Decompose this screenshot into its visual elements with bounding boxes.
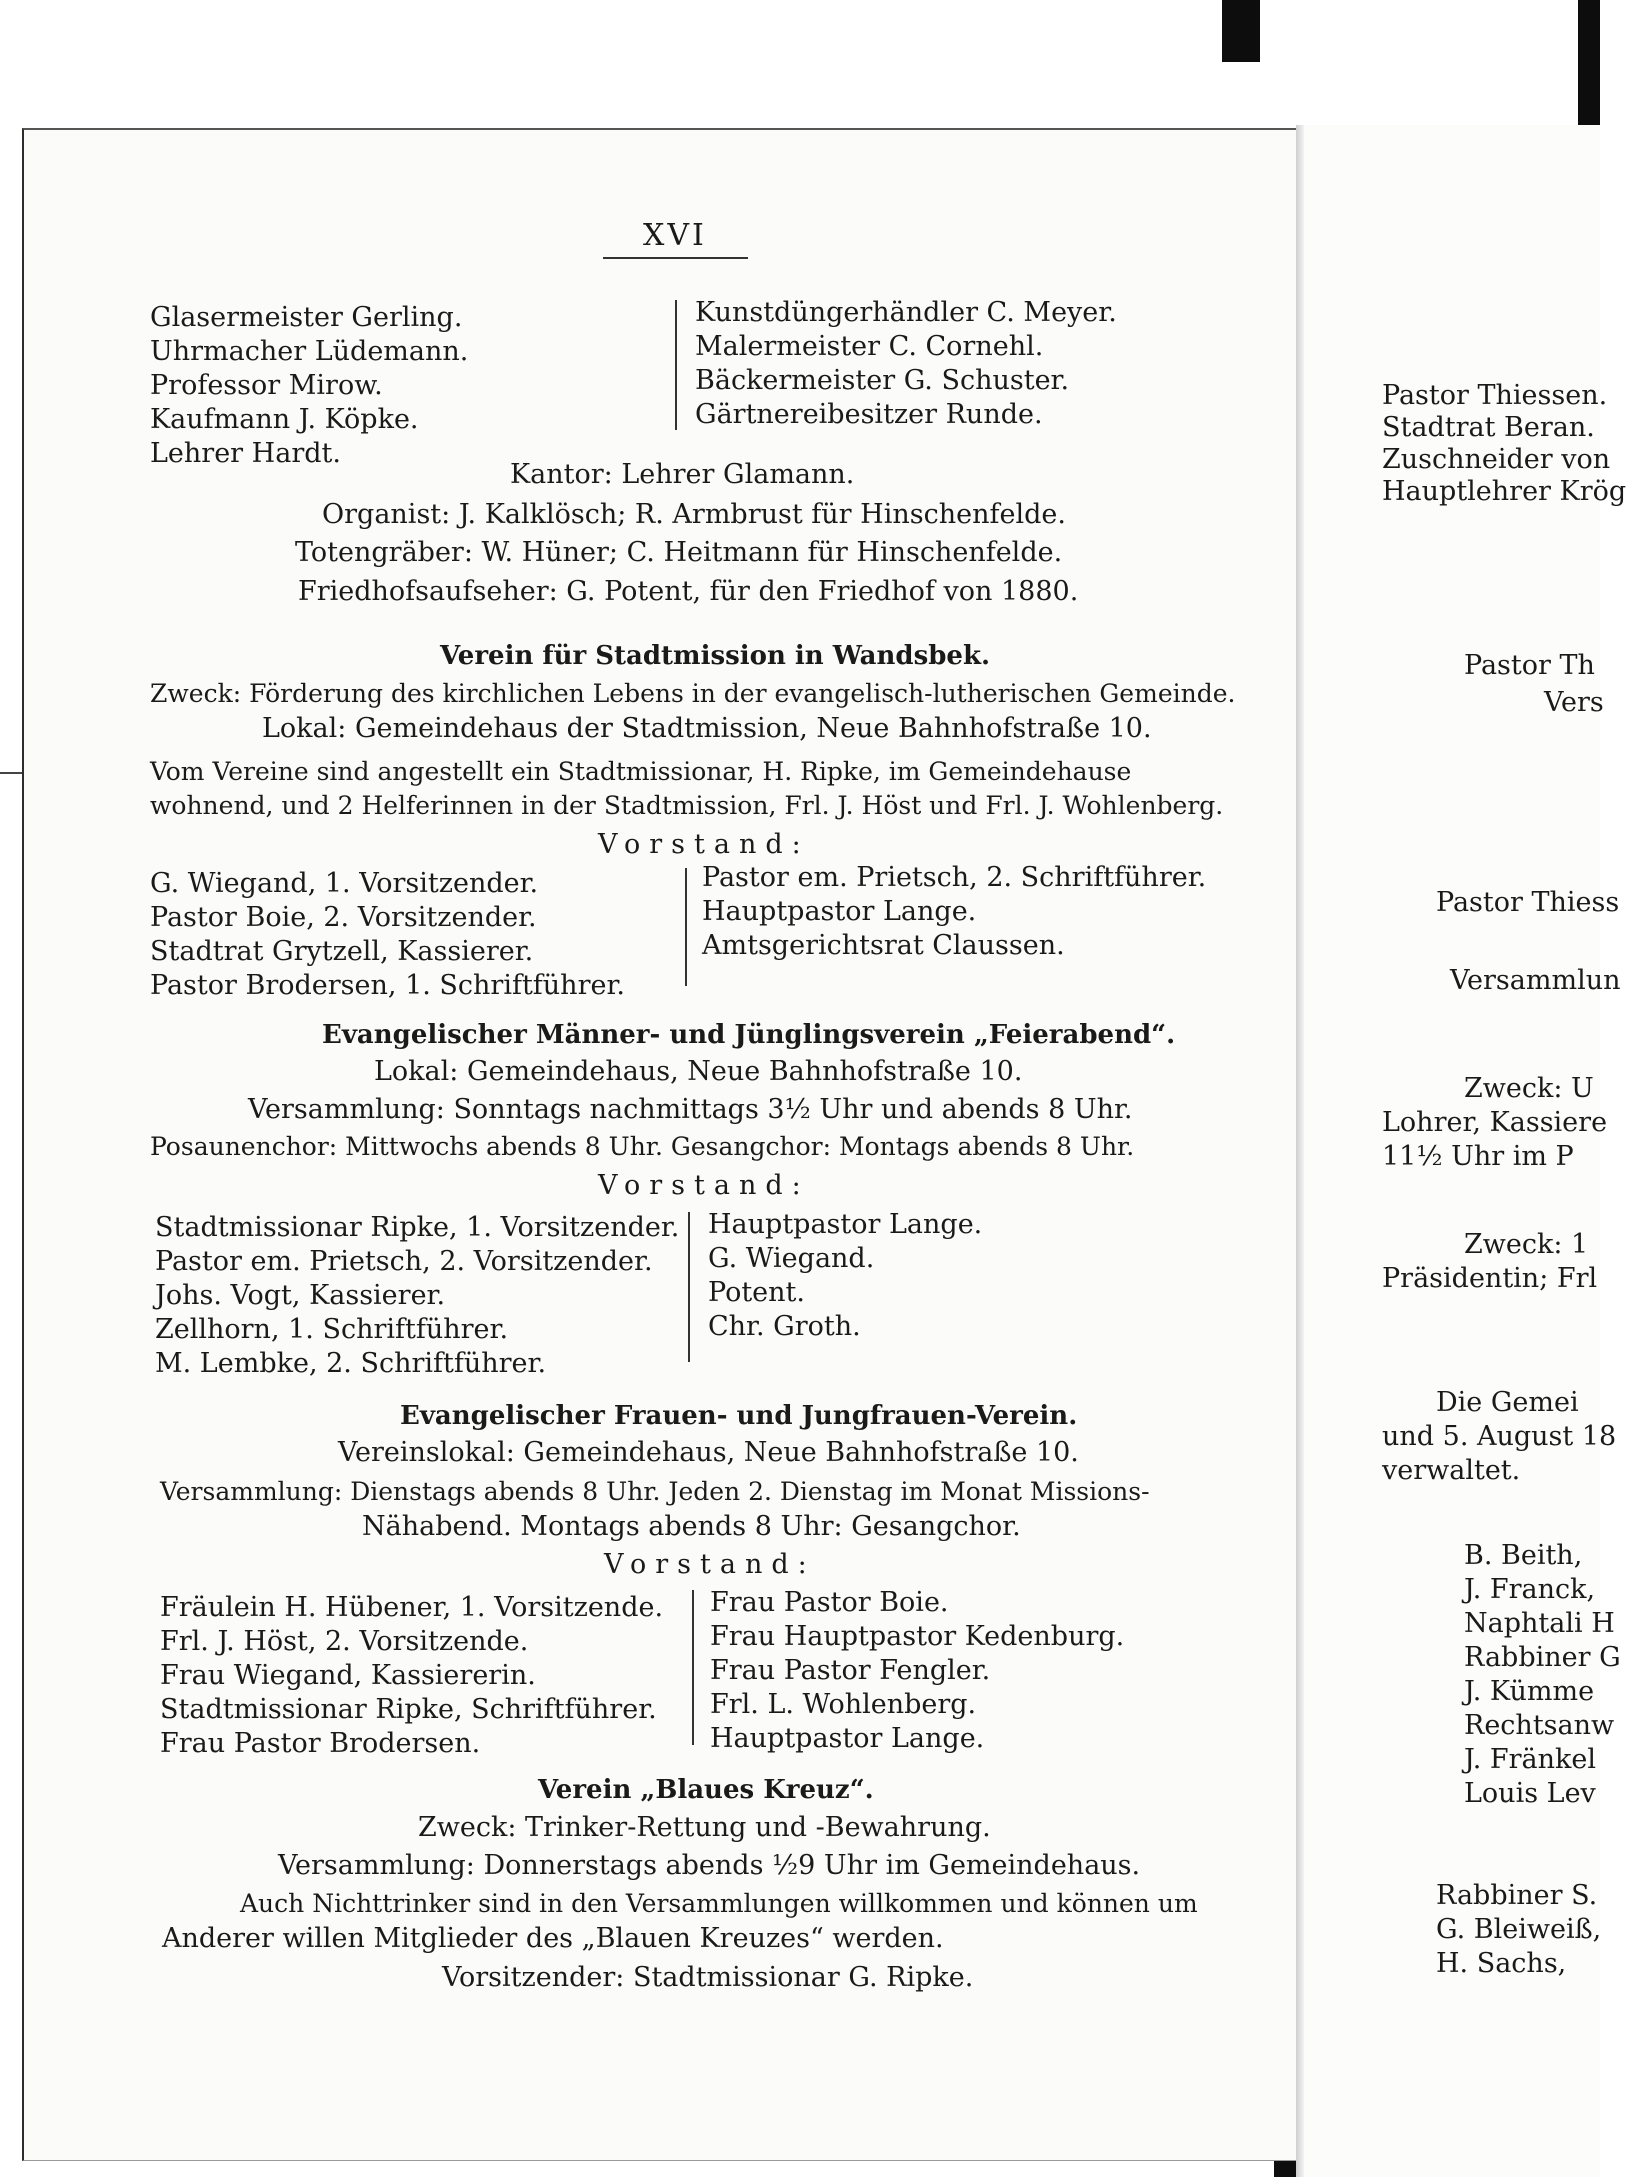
next-page-line: Pastor Th (1464, 650, 1595, 681)
member-right: Gärtnereibesitzer Runde. (695, 399, 1043, 430)
next-page-line: verwaltet. (1382, 1455, 1521, 1486)
blaues-kreuz-versammlung: Versammlung: Donnerstags abends ½9 Uhr im Gemeindehaus. (278, 1850, 1141, 1881)
vorstand-right: Potent. (708, 1277, 805, 1308)
section-title-maennerverein: Evangelischer Männer- und Jünglingsverein „Feierabend“. (322, 1020, 1176, 1050)
next-page-line: Louis Lev (1464, 1778, 1596, 1809)
page-number-rule (603, 257, 748, 259)
vorstand-label: Vorstand: (598, 1170, 810, 1201)
next-page-line: H. Sachs, (1436, 1948, 1567, 1979)
official-friedhofsaufseher: Friedhofsaufseher: G. Potent, für den Friedhof von 1880. (298, 576, 1079, 607)
vorstand-right: Hauptpastor Lange. (710, 1723, 985, 1754)
vorstand-left: Pastor Boie, 2. Vorsitzender. (150, 902, 537, 933)
official-totengraeber: Totengräber: W. Hüner; C. Heitmann für Hinschenfelde. (295, 537, 1063, 568)
next-page-line: Versammlun (1450, 965, 1621, 996)
next-page-line: B. Beith, (1464, 1540, 1583, 1571)
next-page-line: Rabbiner G (1464, 1642, 1621, 1673)
next-page-line: Präsidentin; Frl (1382, 1263, 1598, 1294)
blaues-kreuz-vorsitzender: Vorsitzender: Stadtmissionar G. Ripke. (442, 1962, 974, 1993)
next-page-line: Lohrer, Kassiere (1382, 1107, 1608, 1138)
vorstand-left: Pastor em. Prietsch, 2. Vorsitzender. (155, 1246, 653, 1277)
next-page-line: Zuschneider von (1382, 444, 1611, 475)
vorstand-right: Hauptpastor Lange. (702, 896, 977, 927)
next-page-line: 11½ Uhr im P (1382, 1141, 1574, 1172)
frauen-lokal: Vereinslokal: Gemeindehaus, Neue Bahnhofstraße 10. (338, 1437, 1079, 1468)
frauen-versammlung: Nähabend. Montags abends 8 Uhr: Gesangchor. (362, 1511, 1021, 1542)
next-page-line: Hauptlehrer Krög (1382, 476, 1626, 507)
column-divider (675, 300, 677, 430)
member-right: Bäckermeister G. Schuster. (695, 365, 1070, 396)
blaues-kreuz-text: Anderer willen Mitglieder des „Blauen Kreuzes“ werden. (162, 1923, 944, 1954)
member-left: Kaufmann J. Köpke. (150, 404, 419, 435)
vorstand-left: M. Lembke, 2. Schriftführer. (155, 1348, 547, 1379)
next-page-clip (1380, 125, 1626, 2177)
member-left: Glasermeister Gerling. (150, 302, 463, 333)
section-title-blaues-kreuz: Verein „Blaues Kreuz“. (538, 1775, 874, 1805)
blaues-kreuz-zweck: Zweck: Trinker-Rettung und -Bewahrung. (418, 1812, 991, 1843)
stadtmission-text: Vom Vereine sind angestellt ein Stadtmissionar, H. Ripke, im Gemeindehause (150, 757, 1132, 786)
member-left: Lehrer Hardt. (150, 438, 341, 469)
page-number: XVI (643, 218, 707, 253)
next-page-line: J. Kümme (1464, 1676, 1595, 1707)
frauen-versammlung: Versammlung: Dienstags abends 8 Uhr. Jeden 2. Dienstag im Monat Missions- (160, 1477, 1150, 1506)
next-page-line: Vers (1544, 687, 1604, 718)
next-page-line: J. Franck, (1464, 1574, 1596, 1605)
member-right: Malermeister C. Cornehl. (695, 331, 1044, 362)
official-kantor: Kantor: Lehrer Glamann. (510, 459, 855, 490)
next-page-line: G. Bleiweiß, (1436, 1914, 1602, 1945)
vorstand-left: Zellhorn, 1. Schriftführer. (155, 1314, 509, 1345)
vorstand-right: Chr. Groth. (708, 1311, 861, 1342)
next-page-line: Zweck: U (1464, 1073, 1594, 1104)
vorstand-left: Frl. J. Höst, 2. Vorsitzende. (160, 1626, 529, 1657)
vorstand-left: Fräulein H. Hübener, 1. Vorsitzende. (160, 1592, 664, 1623)
official-organist: Organist: J. Kalklösch; R. Armbrust für Hinschenfelde. (322, 499, 1066, 530)
vorstand-left: Stadtmissionar Ripke, Schriftführer. (160, 1694, 657, 1725)
vorstand-left: Pastor Brodersen, 1. Schriftführer. (150, 970, 625, 1001)
next-page-line: Pastor Thiessen. (1382, 380, 1608, 411)
next-page-line: Pastor Thiess (1436, 887, 1620, 918)
vorstand-label: Vorstand: (604, 1549, 816, 1580)
vorstand-right: Amtsgerichtsrat Claussen. (702, 930, 1065, 961)
column-divider (688, 1212, 690, 1362)
vorstand-right: Frau Pastor Fengler. (710, 1655, 991, 1686)
next-page-line: Zweck: 1 (1464, 1229, 1589, 1260)
vorstand-right: Frl. L. Wohlenberg. (710, 1689, 977, 1720)
next-page-line: Stadtrat Beran. (1382, 412, 1595, 443)
maenner-lokal: Lokal: Gemeindehaus, Neue Bahnhofstraße 10. (374, 1056, 1023, 1087)
vorstand-right: Frau Hauptpastor Kedenburg. (710, 1621, 1125, 1652)
stadtmission-zweck: Zweck: Förderung des kirchlichen Lebens in der evangelisch-lutherischen Gemeinde. (150, 679, 1236, 708)
next-page-line: Naphtali H (1464, 1608, 1615, 1639)
vorstand-left: Stadtmissionar Ripke, 1. Vorsitzender. (155, 1212, 680, 1243)
section-title-stadtmission: Verein für Stadtmission in Wandsbek. (440, 641, 991, 671)
blaues-kreuz-text: Auch Nichttrinker sind in den Versammlungen willkommen und können um (240, 1889, 1198, 1918)
margin-tick (0, 772, 22, 774)
vorstand-label: Vorstand: (598, 829, 810, 860)
vorstand-left: Frau Pastor Brodersen. (160, 1728, 481, 1759)
next-page-line: Rabbiner S. (1436, 1880, 1598, 1911)
next-page-line: Die Gemei (1436, 1387, 1579, 1418)
vorstand-left: Johs. Vogt, Kassierer. (155, 1280, 446, 1311)
member-right: Kunstdüngerhändler C. Meyer. (695, 297, 1117, 328)
scan-dark-corner-top (1222, 0, 1260, 62)
stadtmission-text: wohnend, und 2 Helferinnen in der Stadtmission, Frl. J. Höst und Frl. J. Wohlenberg. (150, 791, 1224, 820)
vorstand-left: Stadtrat Grytzell, Kassierer. (150, 936, 534, 967)
vorstand-right: Pastor em. Prietsch, 2. Schriftführer. (702, 862, 1207, 893)
vorstand-left: Frau Wiegand, Kassiererin. (160, 1660, 536, 1691)
maenner-chor: Posaunenchor: Mittwochs abends 8 Uhr. Gesangchor: Montags abends 8 Uhr. (150, 1132, 1135, 1161)
vorstand-right: Hauptpastor Lange. (708, 1209, 983, 1240)
member-left: Professor Mirow. (150, 370, 383, 401)
vorstand-left: G. Wiegand, 1. Vorsitzender. (150, 868, 539, 899)
page-gutter (1296, 125, 1304, 2177)
column-divider (685, 868, 687, 986)
next-page-line: und 5. August 18 (1382, 1421, 1617, 1452)
next-page-line: J. Fränkel (1464, 1744, 1596, 1775)
maenner-versammlung: Versammlung: Sonntags nachmittags 3½ Uhr und abends 8 Uhr. (248, 1094, 1133, 1125)
member-left: Uhrmacher Lüdemann. (150, 336, 469, 367)
next-page-line: Rechtsanw (1464, 1710, 1615, 1741)
section-title-frauenverein: Evangelischer Frauen- und Jungfrauen-Verein. (400, 1401, 1078, 1431)
vorstand-right: G. Wiegand. (708, 1243, 875, 1274)
vorstand-right: Frau Pastor Boie. (710, 1587, 949, 1618)
stadtmission-lokal: Lokal: Gemeindehaus der Stadtmission, Neue Bahnhofstraße 10. (262, 713, 1152, 744)
column-divider (692, 1590, 694, 1745)
